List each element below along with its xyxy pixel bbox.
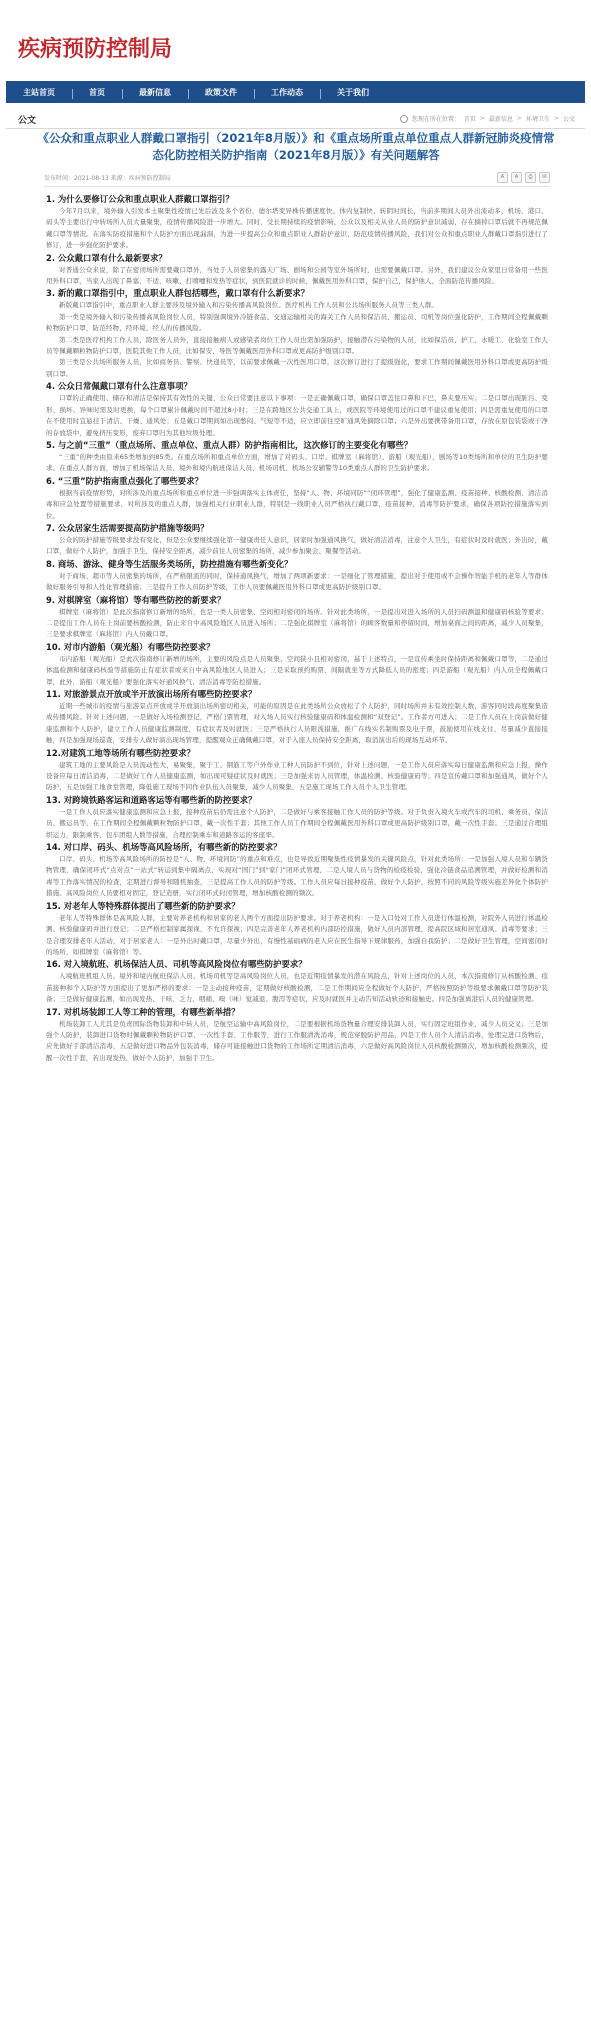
answer-paragraph: 建筑工地的主要风险是人员流动性大，易聚集，聚于工、钢筋工等户外作业工种人员防护不到位，针对上述问题，一是工作人员应落实每日健康监测和应急上报，操作设备应每日清洁消毒，二是做好工作人员健康监测，如出现可疑症状及时就医；三是加强来访人员管理，体温检测、核验健康码等；四是宣传戴口罩和加强通风，做好个人防护，五是加强工地食堂管理，降低施工现场不同作业队伍人员聚集，减少人员聚集，五是施工现场工作人员个人卫生管理。 [46, 760, 548, 792]
question-heading: 6. “三重”防护指南重点强化了哪些要求？ [46, 475, 203, 486]
question-heading: 9. 对棋牌室（麻将馆）等有哪些防控的新要求？ [46, 594, 226, 605]
section-bar [6, 112, 585, 129]
font-smaller-button[interactable]: A [511, 172, 522, 183]
breadcrumb-sep: > [479, 115, 485, 122]
answer-paragraph: 对普通公众来说，除了在密闭场所需要戴口罩外，当处于人员密集的露天广场、剧场和公园等室外场所时，也需要佩戴口罩。另外，我们建议公众家里日常备用一些医用外科口罩，当家人出现了鼻塞、不适、咳嗽、打喷嚏和发热等症状，到医院就诊的时候，佩戴医用外科口罩，保护自己，保护他人，全面防范传播风险。 [46, 265, 548, 286]
answer-paragraph: 口岸、码头、机场等高风险场所的防控是“人、物、环境同防”的重点和难点，也是导致近期聚集性疫情暴发的关键风险点，针对此类场所：一是加强人境人员和车辆货物管理，确保闭环式“点对点”一站式”转运到集中隔离点，实现对“国门”到“家门”闭环式管理，二是人境人员与货物的检疫检验，强化冷链食品追溯管理，并做好检测和消毒等工作落实情况的检查，定期进行督导和随机抽查，三是提高工作人员的防护等级。工作人员应每日接种疫苗，做好个人防护，按照不同的风险等级实施差异化个体防护措施。高风险岗位人员要相对固定，登记造册，实行闭环式封闭管理，增加核酸检测的频次。 [46, 855, 548, 898]
question-heading: 8. 商场、游泳、健身等生活服务类场所，防控措施有哪些新变化？ [46, 558, 293, 569]
answer-paragraph: 棋牌室（麻将馆）是此次指南修订新增的场所，也是一类人员密集、空间相对密闭的场所。针对此类场所，一是提出对进入场所的人员扫码测温和健康码核验等要求；二是提出工作人员在上岗前要核酸检测，防止来自中高风险地区人员进入场所；二是强化棋牌室（麻将馆）的顾客数量和停留时间，增加桌面之间的距离，减少人员聚集，三是要求棋牌室（麻将馆）内人员戴口罩。 [46, 607, 548, 639]
article-body [46, 193, 548, 1064]
breadcrumb-env[interactable]: 环境卫生 [525, 116, 550, 123]
answer-paragraph: 根据当前疫情形势，对所涉及的重点场所和重点单位进一步强调落实主体责任，坚持“人、物、环境同防”“闭环管理”，强化了健康监测、疫苗接种、核酸检测、清洁消毒和应急处置等措施要求，对所涉及的重点人群，加强相关行业职业人群，特别是一线职业人员严格执行戴口罩，疫苗接种、消毒等防护要求，确保各项防控措施落实到位。 [46, 488, 548, 520]
share-icon[interactable]: ✉ [539, 172, 550, 183]
question-heading: 13. 对跨境铁路客运和道路客运等有哪些新的防控要求？ [46, 794, 257, 805]
question-heading: 5. 与之前“三重”（重点场所、重点单位、重点人群）防护指南相比，这次修订的主要变化有哪些？ [46, 439, 413, 450]
nav-item-home[interactable]: 首页 [72, 87, 122, 98]
answer-paragraph: 老年人等特殊群体是高风险人群，主要对养老机构和居家的老人两个方面提出防护要求。对于养老机构：一是入口处对工作人员进行体温检测，对院外人员进行体温检测、核验健康码并进行登记；二是严格控制家属探视，不允许探视；四是完善老年人养老机构内部防控措施，做好人员内部管理，提高院区域和居室通风、消毒等要求；三是合理安排老年人活动，对于居家老人：一是外出时戴口罩，尽量少外出，有慢性基础病的老人应在医生指导下规律服药，加强自我防护；二是做好卫生管理，空间密闭时的场所，如棋牌室（麻将馆）等。 [46, 913, 548, 956]
question-heading: 2. 公众戴口罩有什么最新要求？ [46, 252, 167, 263]
question-heading: 14. 对口岸、码头、机场等高风险场所，有哪些新的防控要求？ [46, 842, 282, 853]
nav-item-work[interactable]: 工作动态 [254, 87, 320, 98]
breadcrumb-sep: > [516, 115, 522, 122]
answer-paragraph: 第三类是公共场所服务人员，比如商务员、警察、快递员等，以前要求佩戴一次性医用口罩，这次修订进行了提级强化，要求工作期间佩戴医用外科口罩或更高防护级别口罩。 [46, 358, 548, 378]
site-header [0, 0, 591, 70]
question-heading: 4. 公众日常佩戴口罩有什么注意事项？ [46, 381, 192, 392]
question-heading: 11. 对旅游景点开放或半开放演出场所有哪些防控要求？ [46, 689, 257, 699]
question-heading: 7. 公众居家生活需要提高防护措施等级吗？ [46, 522, 209, 533]
site-logo[interactable]: 疾病预防控制局 [18, 37, 173, 62]
question-heading: 10. 对市内游船（观光船）有哪些防控要求？ [46, 641, 215, 652]
breadcrumb-latest[interactable]: 最新信息 [488, 116, 513, 123]
answer-paragraph: 第一类是境外输入和污染传播高风险岗位人员，特别强调境外冷链食品、交通运输相关的海关工作人员和保洁员、搬运员、司机等岗位强化防护，工作期间全程佩戴颗粒物防护口罩，防范经物、经环境、经人的传播风险。 [46, 312, 548, 333]
answer-paragraph: 近期一些城市的疫情与旅游景点开放或半开放演出场所密切相关，可能的原因是在此类场所公众放松了个人防护，同时场所并未有效控制人数，游客同时段高度聚集造成传播风险。针对上述问题，一是做好入场检测登记，严格门票管理，对入场人员实行核验健康码和体温检测和“双登记”。工作者方可进入；二是工作人员在上岗前做好健康监测和个人防护，建立工作人员健康监测制度，有症状者及时就医；三是严格执行人员限流措施，推广在线实名制购票及电子票，鼓励使用在线支付，尽量减少直接接触，四是加强现场巡查，安排专人做好演出现场管理，提醒观众正确佩戴口罩，对于入座人员保持安全距离，取消演出后的现场互动环节。 [46, 702, 548, 745]
answer-paragraph: 一是工作人员应落实健康监测和应急上报，接种疫苗后仍需注意个人防护，二是做好与乘客接触工作人员的防护等级。对于负责入境火车或汽车的司机、乘务员、保洁员、搬运员等，在工作期间全程佩戴颗粒物防护口罩，戴一次性手套；其他工作人员工作期间全程佩戴医用外科口罩或更高防护级别口罩，戴一次性手套。三是通过合理组织运力，限制乘客、包车团组人数等措施，合理控制乘车和道路客运的客座率。 [46, 807, 548, 839]
answer-paragraph: 第二类是医疗机构工作人员，除医务人员外，直接接触病人或感染者岗位工作人员也需加强防护，接触潜在污染物的人员，比如保洁员、护工、水暖工、化验室工作人员等佩戴颗粒物防护口罩，医院其他工作人员，比如保安、导医等佩戴医用外科口罩或更高防护级别口罩。 [46, 335, 548, 356]
question-heading: 15. 对老年人等特殊群体提出了哪些新的防护要求？ [46, 900, 240, 911]
breadcrumb [400, 114, 575, 123]
answer-paragraph: 入境航班机组人员、境外和境内航班保洁人员、机场司机等是高风险岗位人员，也是近期疫情暴发的潜在风险点，针对上述岗位的人员，本次指南修订从核酸检测、疫苗接种和个人防护等方面提出了更加严格的要求：一是主动接种疫苗，定期做好核酸检测，二是工作期间应全程做好个人防护，严格按照防护等级要求佩戴口罩等防护装备；三是做好健康监测，如出现发热、干咳、乏力、咽痛、嗅（味）觉减退、腹泻等症状，应及时就医并主动告知活动轨迹和接触史。四是加强离港后人员的健康管理。 [46, 972, 548, 1004]
article-meta: 发布时间：2021-08-13 来源：疾病预防控制局 [44, 175, 171, 182]
question-heading: 17. 对机场装卸工人等工种的管理，有哪些新举措？ [46, 1006, 240, 1017]
nav-item-latest[interactable]: 最新信息 [122, 87, 188, 98]
answer-paragraph: 机场装卸工人尤其是负责国际货物装卸和中转人员，是航空运输中高风险岗位，二是要根据机场货物量合理安排装卸人员，实行固定班组作业，减少人员交叉；三是加强个人防护，装卸进口货物时佩戴颗粒物防护口罩、一次性手套、工作服等，进行工作服清洗消毒，规范穿脱防护用品，四是工作人员个人清洁消毒，处理完进口货物后，应先做好手部清洁消毒，五是做好进口物品外包装消毒，储存可能接触进口货物的工作场所定期清洁消毒，六是做好高风险岗位人员核酸检测频次，增加核酸检测频次，提醒一次性手套，若出现发热，做好个人防护，加强手卫生。 [46, 1019, 548, 1062]
print-icon[interactable]: ⎙ [525, 172, 536, 183]
breadcrumb-sep: > [553, 115, 559, 122]
answer-paragraph: “三重”的种类由原来65类增加到85类。在重点场所和重点单位方面，增加了对码头、口岸、棋牌室（麻将馆）、游船（观光船）、剧场等10类场所和单位的卫生防护要求。在重点人群方面，增加了机场保洁人员、境外和境内航班保洁人员、机场司机、机场公安辅警等10类重点人群的卫生防护要求。 [46, 452, 548, 473]
question-heading: 1. 为什么要修订公众和重点职业人群戴口罩指引？ [46, 194, 234, 204]
question-heading: 3. 新的戴口罩指引中，重点职业人群包括哪些，戴口罩有什么新要求？ [46, 288, 310, 299]
breadcrumb-prefix: 您现在所在位置： [411, 116, 460, 123]
article-meta-row [44, 170, 550, 187]
location-icon [400, 115, 408, 123]
article-title: 《公众和重点职业人群戴口罩指引（2021年8月版）》和《重点场所重点单位重点人群新冠肺炎疫情常态化防控相关防护指南（2021年8月版）》有关问题解答 [37, 131, 555, 162]
answer-paragraph: 今年7月以来，境外输入引发本土聚集性疫情已先后波及多个省份，德尔塔变异株传播速度快、体内复制快、转阴时间长，当前多期间人员外出流动多，机场、港口、码头等主要出行中转场所人员大量聚集，疫情传播风险进一步增大。同时，受长期持续的疫情影响，公众以及相关从业人员的防护意识减弱，存在摘掉口罩后就不再规范佩戴口罩等情况。在落实防疫措施和个人防护方面出现漏洞，为进一步提高公众和重点职业人群防护意识，防范疫情传播风险，我们对公众和重点职业人群戴口罩指引进行了修订，进一步强化防护要求。 [46, 207, 548, 250]
answer-paragraph: 公众的防护措施等级要求没有变化，但是公众要继续强化第一健康责任人意识，居家时加强通风换气，做好清洁消毒，注意个人卫生，有症状时及时就医；外出时，戴口罩，做好个人防护，加强手卫生，保持安全距离，减少前往人员密集的场所，减少参加聚会、聚餐等活动。 [46, 535, 548, 556]
font-larger-button[interactable]: A [497, 172, 508, 183]
nav-item-main-home[interactable]: 主站首页 [23, 87, 55, 97]
answer-paragraph: 市内游船（观光船）是此次指南修订新增的场所，主要的风险点是人员聚集、空间狭小且相对密闭，基于上述特点，一是宣传乘坐时保持距离和佩戴口罩等，二是通过体温检测和健康码核验等措施防止有症状者或来自中高风险地区人员进入；三是采取预约购票、间隔就坐等方式降低人员的密度；四是游船（观光船）内人员全程佩戴口罩，此外，游船（观光船）要强化落实好通风换气、清洁消毒等防控措施。 [46, 654, 548, 686]
nav-item-about[interactable]: 关于我们 [320, 87, 386, 98]
breadcrumb-home[interactable]: 首页 [463, 116, 476, 123]
question-heading: 12.对建筑工地等场所有哪些防控要求？ [46, 747, 195, 758]
answer-paragraph: 对于商场、超市等人员密集的场所，在严格限流的同时，保持通风换气，增加了两项新要求：一是细化了管理措施，提出对于使用或不会操作智能手机的老年人等群体做好服务引导和人性化管理措施；三是提升工作人员防护等级，工作人员要佩戴医用外科口罩或更高防护级别口罩。 [46, 571, 548, 592]
answer-paragraph: 口罩的正确使用、储存和清洁是保持其有效性的关键，公众日常要注意以下事项：一是正确佩戴口罩，确保口罩盖住口鼻和下巴，鼻夹要压实；二是口罩出现脏污、变形、损坏、异味时需及时更换，每个口罩累计佩戴时间不超过8小时；三是在跨地区公共交通工具上，或医院等环境使用过的口罩不建议重复使用；四是需重复使用的口罩在不使用时宜悬挂于清洁、干燥、通风处；五是戴口罩期间如出现憋闷、气短等不适，应立即前往空旷通风处摘除口罩；六是外出要携带备用口罩，存放在原包装袋或干净的存放袋中，避免挤压变形，废弃口罩归为其他垃圾处理。 [46, 394, 548, 437]
main-nav [6, 81, 585, 103]
nav-item-policy[interactable]: 政策文件 [188, 87, 254, 98]
breadcrumb-current: 公文 [562, 116, 575, 123]
article-tools [497, 172, 550, 183]
question-heading: 16. 对入境航班、机场保洁人员、司机等高风险岗位有哪些防护要求？ [46, 959, 307, 970]
answer-paragraph: 新版戴口罩指引中，重点职业人群主要涉及境外输入和污染传播高风险岗位、医疗机构工作人员和公共场所服务人员等三类人群。 [59, 301, 439, 310]
section-label: 公文 [18, 116, 37, 126]
